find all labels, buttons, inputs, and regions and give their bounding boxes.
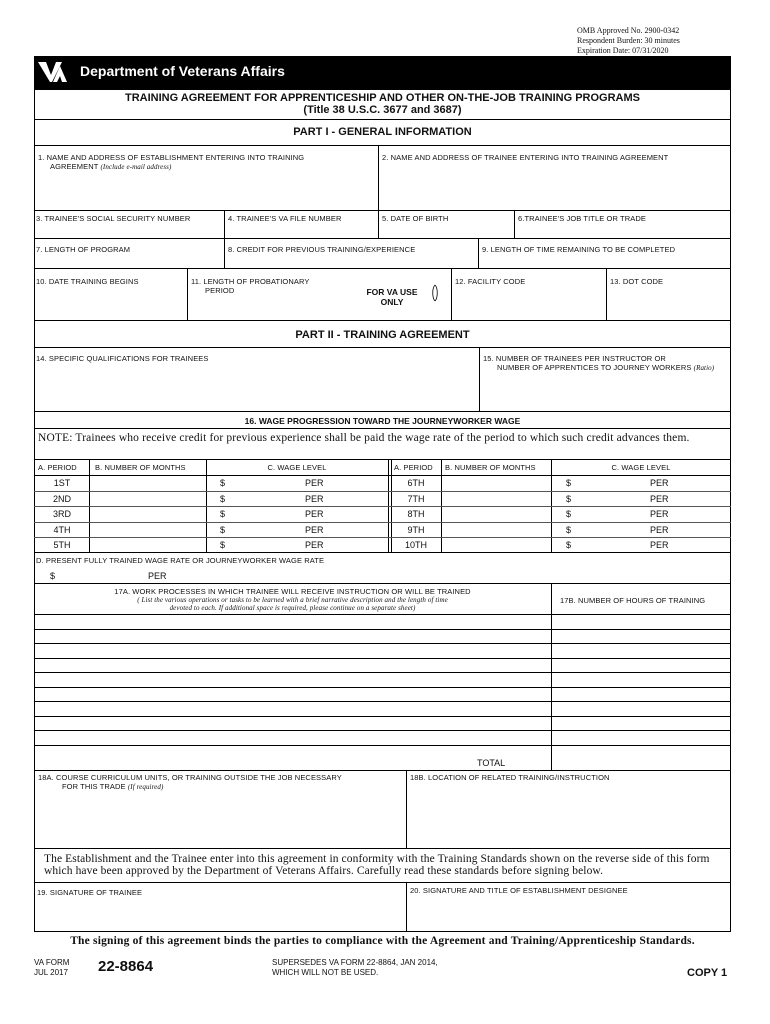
- total-label: TOTAL: [477, 758, 506, 768]
- col-a-header: A. PERIOD: [38, 463, 77, 472]
- col-c-header: C. WAGE LEVEL: [267, 463, 327, 472]
- period-left: 5TH: [53, 540, 71, 550]
- period-right: 8TH: [407, 509, 425, 519]
- form-title-line1: TRAINING AGREEMENT FOR APPRENTICESHIP AND OTHER ON-THE-JOB TRAINING PROGRAMS: [125, 92, 640, 104]
- dollar-right: $: [566, 540, 572, 550]
- period-right: 7TH: [407, 493, 425, 504]
- present-dollar: $: [50, 571, 56, 581]
- period-left: 1ST: [53, 478, 71, 488]
- present-per: PER: [148, 571, 167, 581]
- dollar-left: $: [220, 524, 226, 535]
- present-wage-label: D. PRESENT FULLY TRAINED WAGE RATE OR JOURNEYWORKER WAGE RATE: [36, 556, 325, 565]
- per-right: PER: [650, 493, 669, 504]
- part1-title: PART I - GENERAL INFORMATION: [293, 126, 472, 138]
- period-left: 3RD: [52, 509, 71, 519]
- per-right: PER: [650, 540, 669, 550]
- field14-label: 14. SPECIFIC QUALIFICATIONS FOR TRAINEES: [36, 354, 209, 363]
- agency-name: Department of Veterans Affairs: [80, 63, 285, 79]
- va-logo-icon: [38, 60, 70, 84]
- dollar-right: $: [566, 478, 572, 488]
- work-process-line[interactable]: [34, 629, 731, 630]
- col-b2-header: B. NUMBER OF MONTHS: [445, 463, 536, 472]
- part2-title: PART II - TRAINING AGREEMENT: [295, 329, 470, 341]
- work-process-line[interactable]: [34, 687, 731, 688]
- supersedes-note: SUPERSEDES VA FORM 22-8864, JAN 2014, WHICH WILL NOT BE USED.: [272, 958, 438, 977]
- work-process-line[interactable]: [34, 701, 731, 702]
- field18a-label: 18A. COURSE CURRICULUM UNITS, OR TRAINING OUTSIDE THE JOB NECESSARY FOR THIS TRADE (If required): [38, 773, 342, 791]
- period-right: 10TH: [404, 540, 427, 550]
- dollar-left: $: [220, 540, 226, 550]
- form-number: 22-8864: [98, 958, 154, 975]
- field1-label: 1. NAME AND ADDRESS OF ESTABLISHMENT ENTERING INTO TRAINING AGREEMENT (Include e-mail address): [38, 153, 305, 171]
- va-use-only: FOR VA USE ONLY: [366, 287, 418, 307]
- per-right: PER: [650, 509, 669, 519]
- per-left: PER: [305, 493, 324, 504]
- respondent-burden: Respondent Burden: 30 minutes: [577, 36, 680, 45]
- field19-label: 19. SIGNATURE OF TRAINEE: [37, 888, 143, 897]
- copy-label: COPY 1: [687, 967, 728, 979]
- col-b-header: B. NUMBER OF MONTHS: [95, 463, 186, 472]
- period-left: 2ND: [52, 493, 71, 504]
- dollar-left: $: [220, 509, 226, 519]
- per-left: PER: [305, 478, 324, 488]
- field15-label: 15. NUMBER OF TRAINEES PER INSTRUCTOR OR NUMBER OF APPRENTICES TO JOURNEY WORKERS (Ratio): [483, 354, 715, 372]
- field2-label: 2. NAME AND ADDRESS OF TRAINEE ENTERING INTO TRAINING AGREEMENT: [382, 153, 669, 162]
- form-title: [34, 92, 731, 116]
- field5-label: 5. DATE OF BIRTH: [382, 214, 449, 223]
- field11-label: 11. LENGTH OF PROBATIONARY PERIOD: [191, 277, 310, 295]
- work-process-line[interactable]: [34, 730, 731, 731]
- per-right: PER: [650, 478, 669, 488]
- field13-label: 13. DOT CODE: [610, 277, 664, 286]
- dollar-left: $: [220, 478, 226, 488]
- col-a2-header: A. PERIOD: [394, 463, 433, 472]
- field9-label: 9. LENGTH OF TIME REMAINING TO BE COMPLETED: [482, 245, 676, 254]
- per-left: PER: [305, 509, 324, 519]
- work-process-line[interactable]: [34, 658, 731, 659]
- omb-block: [577, 26, 680, 56]
- per-right: PER: [650, 524, 669, 535]
- period-right: 9TH: [407, 524, 425, 535]
- col-c2-header: C. WAGE LEVEL: [611, 463, 671, 472]
- field20-label: 20. SIGNATURE AND TITLE OF ESTABLISHMENT DESIGNEE: [410, 886, 628, 895]
- footer-form-label: VA FORM JUL 2017: [34, 958, 70, 977]
- field7-label: 7. LENGTH OF PROGRAM: [36, 245, 131, 254]
- va-header-bar: [34, 56, 731, 89]
- work-process-line[interactable]: [34, 643, 731, 644]
- work-process-line[interactable]: [34, 716, 731, 717]
- field17a-label: 17A. WORK PROCESSES IN WHICH TRAINEE WILL RECEIVE INSTRUCTION OR WILL BE TRAINED ( List the various operations or tasks to be learned with a brief narrative description and the length of time devoted to each. If additional space is required, please continue on a separate sheet): [114, 587, 471, 612]
- work-process-line[interactable]: [34, 614, 731, 615]
- per-left: PER: [305, 524, 324, 535]
- work-process-line[interactable]: [34, 672, 731, 673]
- field17b-label: 17B. NUMBER OF HOURS OF TRAINING: [560, 596, 706, 605]
- dollar-right: $: [566, 509, 572, 519]
- dollar-left: $: [220, 493, 226, 504]
- period-right: 6TH: [407, 478, 425, 488]
- omb-number: OMB Approved No. 2900-0342: [577, 26, 680, 35]
- agreement-text: The Establishment and the Trainee enter into this agreement in conformity with the Training Standards shown on the reverse side of this form which have been approved by the Department of Veterans Affairs. Carefully read these standards before signing below.: [44, 853, 710, 877]
- bracket-icon: [431, 284, 439, 302]
- dollar-right: $: [566, 524, 572, 535]
- wage-note: NOTE: Trainees who receive credit for previous experience shall be paid the wage rate of the period to which such credit advances them.: [38, 432, 690, 444]
- form-title-line2: (Title 38 U.S.C. 3677 and 3687): [303, 104, 462, 116]
- binding-statement: The signing of this agreement binds the parties to compliance with the Agreement and Training/Apprenticeship Standards.: [70, 935, 695, 947]
- expiration-date: Expiration Date: 07/31/2020: [577, 46, 669, 55]
- work-process-line[interactable]: [34, 745, 731, 746]
- field10-label: 10. DATE TRAINING BEGINS: [36, 277, 139, 286]
- field18b-label: 18B. LOCATION OF RELATED TRAINING/INSTRUCTION: [410, 773, 610, 782]
- field4-label: 4. TRAINEE'S VA FILE NUMBER: [228, 214, 342, 223]
- wage-title: 16. WAGE PROGRESSION TOWARD THE JOURNEYWORKER WAGE: [244, 416, 521, 426]
- field12-label: 12. FACILITY CODE: [455, 277, 526, 286]
- field8-label: 8. CREDIT FOR PREVIOUS TRAINING/EXPERIENCE: [228, 245, 416, 254]
- dollar-right: $: [566, 493, 572, 504]
- field3-label: 3. TRAINEE'S SOCIAL SECURITY NUMBER: [36, 214, 191, 223]
- per-left: PER: [305, 540, 324, 550]
- period-left: 4TH: [53, 524, 71, 535]
- field6-label: 6.TRAINEE'S JOB TITLE OR TRADE: [518, 214, 646, 223]
